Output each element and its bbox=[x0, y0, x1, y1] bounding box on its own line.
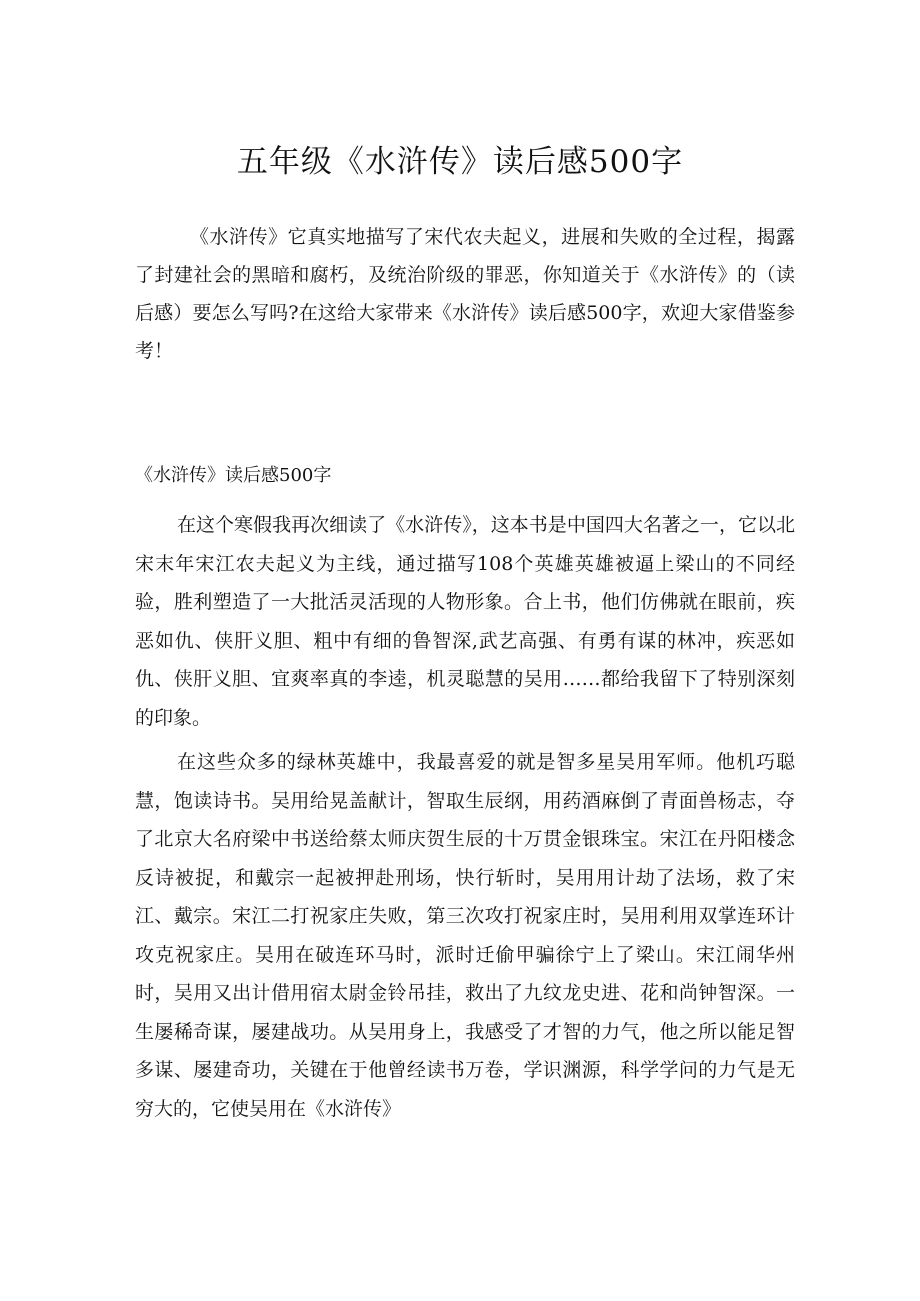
body-paragraph-1: 在这个寒假我再次细读了《水浒传》，这本书是中国四大名著之一，它以北宋末年宋江农夫起义为主线，通过描写108个英雄英雄被逼上梁山的不同经验，胜利塑造了一大批活灵活现的人物形象。合上书，他们仿佛就在眼前，疾恶如仇、侠肝义胆、粗中有细的鲁智深,武艺高强、有勇有谋的林冲，疾恶如仇、侠肝义胆、宜爽率真的李逵，机灵聪慧的吴用……都给我留下了特别深刻的印象。 bbox=[135, 514, 795, 729]
intro-paragraph: 《水浒传》它真实地描写了宋代农夫起义，进展和失败的全过程，揭露了封建社会的黑暗和腐朽，及统治阶级的罪恶，你知道关于《水浒传》的（读后感）要怎么写吗?在这给大家带来《水浒传》读后感500字，欢迎大家借鉴参考！ bbox=[135, 226, 795, 362]
section-subtitle: 《水浒传》读后感500字 bbox=[135, 465, 332, 486]
document-title: 五年级《水浒传》读后感500字 bbox=[236, 144, 684, 180]
essay-body bbox=[135, 506, 795, 1134]
body-paragraph-2: 在这些众多的绿林英雄中，我最喜爱的就是智多星吴用军师。他机巧聪慧，饱读诗书。吴用给晃盖献计，智取生辰纲，用药酒麻倒了青面兽杨志，夺了北京大名府梁中书送给蔡太师庆贺生辰的十万贯金银珠宝。宋江在丹阳楼念反诗被捉，和戴宗一起被押赴刑场，快行斩时，吴用用计劫了法场，救了宋江、戴宗。宋江二打祝家庄失败，第三次攻打祝家庄时，吴用利用双掌连环计攻克祝家庄。吴用在破连环马时，派时迁偷甲骗徐宁上了梁山。宋江闹华州时，吴用又出计借用宿太尉金铃吊挂，救出了九纹龙史进、花和尚钟智深。一生屡稀奇谋，屡建战功。从吴用身上，我感受了才智的力气，他之所以能足智多谋、屡建奇功，关键在于他曾经读书万卷，学识渊源，科学学问的力气是无穷大的，它使吴用在《水浒传》 bbox=[135, 751, 795, 1120]
